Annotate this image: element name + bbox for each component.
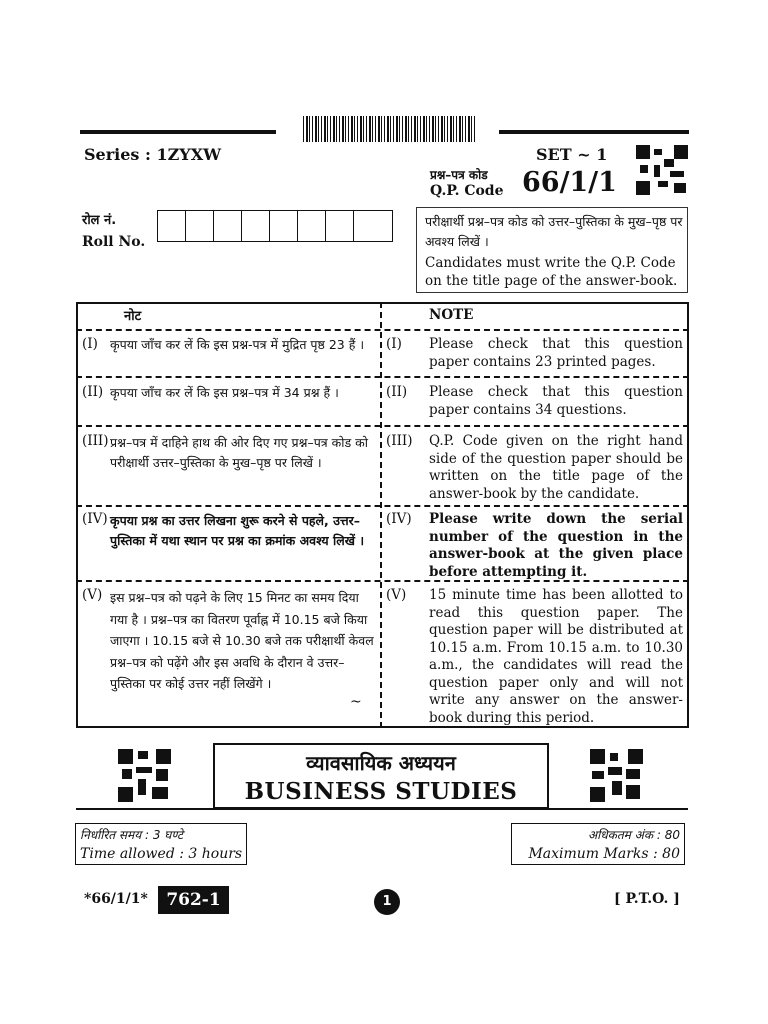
note-hindi-text: इस प्रश्न–पत्र को पढ़ने के लिए 15 मिनट का समय दिया गया है । प्रश्न–पत्र का वितरण पूर्वाह्न में 10.15 बजे किया जाएगा । 10.15 बजे से 10.30 बजे तक परीक्षार्थी केवल प्रश्न–पत्र को पढ़ेंगे और इस अवधि के दौरान वे उत्तर–पुस्तिका पर कोई उत्तर नहीं लिखेंगे । <box>110 590 374 691</box>
roll-no-box[interactable] <box>185 210 214 242</box>
row-number: (I) <box>82 336 98 352</box>
tilde-mark: ~ <box>350 694 362 710</box>
subject-title-box <box>213 743 549 809</box>
note-english-text: Please write down the serial number of the question in the answer-book at the given place before attempting it. <box>429 511 683 580</box>
row-number: (V) <box>82 587 103 603</box>
max-marks-box <box>511 823 685 865</box>
row-number: (III) <box>82 433 109 449</box>
set-label: SET ~ 1 <box>536 145 608 164</box>
qp-code-label: Q.P. Code <box>430 183 504 199</box>
code-badge: 762-1 <box>158 886 229 914</box>
roll-no-label: Roll No. <box>82 234 146 250</box>
qr-code-right <box>590 749 643 802</box>
row-number: (IV) <box>386 511 412 527</box>
note-english-text: Please check that this question paper contains 34 questions. <box>429 384 683 418</box>
row-number: (III) <box>386 433 413 449</box>
notes-table-divider <box>380 302 382 728</box>
page-number: 1 <box>374 889 400 915</box>
note-hindi-text: कृपया प्रश्न का उत्तर लिखना शुरू करने से पहले, उत्तर–पुस्तिका में यथा स्थान पर प्रश्न का क्रमांक अवश्य लिखें । <box>110 513 365 548</box>
subject-english: BUSINESS STUDIES <box>244 778 518 805</box>
time-hindi: निर्धारित समय : 3 घण्टे <box>80 828 184 842</box>
note-hindi-title: नोट <box>124 309 142 324</box>
time-english: Time allowed : 3 hours <box>80 846 243 862</box>
row-number: (I) <box>386 336 402 352</box>
row-number: (IV) <box>82 511 108 527</box>
note-english-text: Q.P. Code given on the right hand side of the question paper should be written on the title page of the answer-book by the candidate. <box>429 433 683 502</box>
note-hindi-text: कृपया जाँच कर लें कि इस प्रश्न–पत्र में 34 प्रश्न हैं । <box>110 385 339 400</box>
row-separator <box>76 425 689 427</box>
row-number: (II) <box>386 384 408 400</box>
note-english-title: NOTE <box>429 307 474 323</box>
footer-code: *66/1/1* <box>84 891 148 907</box>
barcode <box>303 116 475 142</box>
candidate-note-box <box>416 207 688 293</box>
qp-code-hindi-label: प्रश्न–पत्र कोड <box>430 168 488 182</box>
top-rule-right <box>499 130 689 134</box>
roll-no-box[interactable] <box>241 210 270 242</box>
row-separator <box>76 505 689 507</box>
series-label: Series : 1ZYXW <box>84 145 222 164</box>
note-english-text: 15 minute time has been allotted to read this question paper. The question paper will be distributed at 10.15 a.m. From 10.15 a.m. to 10.30 a.m., the candidates will read the question paper only and will not write any answer on the answer-book during this period. <box>429 587 683 726</box>
roll-no-box[interactable] <box>269 210 298 242</box>
row-separator <box>76 329 689 331</box>
roll-no-box[interactable] <box>325 210 354 242</box>
candidate-note-hindi: परीक्षार्थी प्रश्न–पत्र कोड को उत्तर–पुस्तिका के मुख–पृष्ठ पर अवश्य लिखें । <box>425 214 683 249</box>
note-hindi-text: प्रश्न–पत्र में दाहिने हाथ की ओर दिए गए प्रश्न–पत्र कोड को परीक्षार्थी उत्तर–पुस्तिका के मुख–पृष्ठ पर लिखें । <box>110 435 368 470</box>
qr-code-top <box>636 145 688 195</box>
pto-label: [ P.T.O. ] <box>614 891 680 907</box>
top-rule-left <box>80 130 276 134</box>
roll-no-box[interactable] <box>353 210 393 242</box>
candidate-note-english: Candidates must write the Q.P. Code on the title page of the answer-book. <box>425 255 678 289</box>
roll-no-hindi-label: रोल नं. <box>82 213 117 228</box>
marks-hindi: अधिकतम अंक : 80 <box>587 828 680 842</box>
roll-no-box[interactable] <box>297 210 326 242</box>
roll-no-box[interactable] <box>213 210 242 242</box>
roll-no-box[interactable] <box>157 210 186 242</box>
qp-code-value: 66/1/1 <box>522 167 617 198</box>
row-separator <box>76 376 689 378</box>
note-hindi-text: कृपया जाँच कर लें कि इस प्रश्न-पत्र में मुद्रित पृष्ठ 23 हैं । <box>110 337 365 352</box>
row-number: (V) <box>386 587 407 603</box>
marks-english: Maximum Marks : 80 <box>528 846 680 862</box>
note-english-text: Please check that this question paper contains 23 printed pages. <box>429 336 683 370</box>
subject-hindi: व्यावसायिक अध्ययन <box>306 751 456 775</box>
row-number: (II) <box>82 384 104 400</box>
qr-code-left <box>118 749 171 802</box>
time-allowed-box <box>75 823 247 865</box>
